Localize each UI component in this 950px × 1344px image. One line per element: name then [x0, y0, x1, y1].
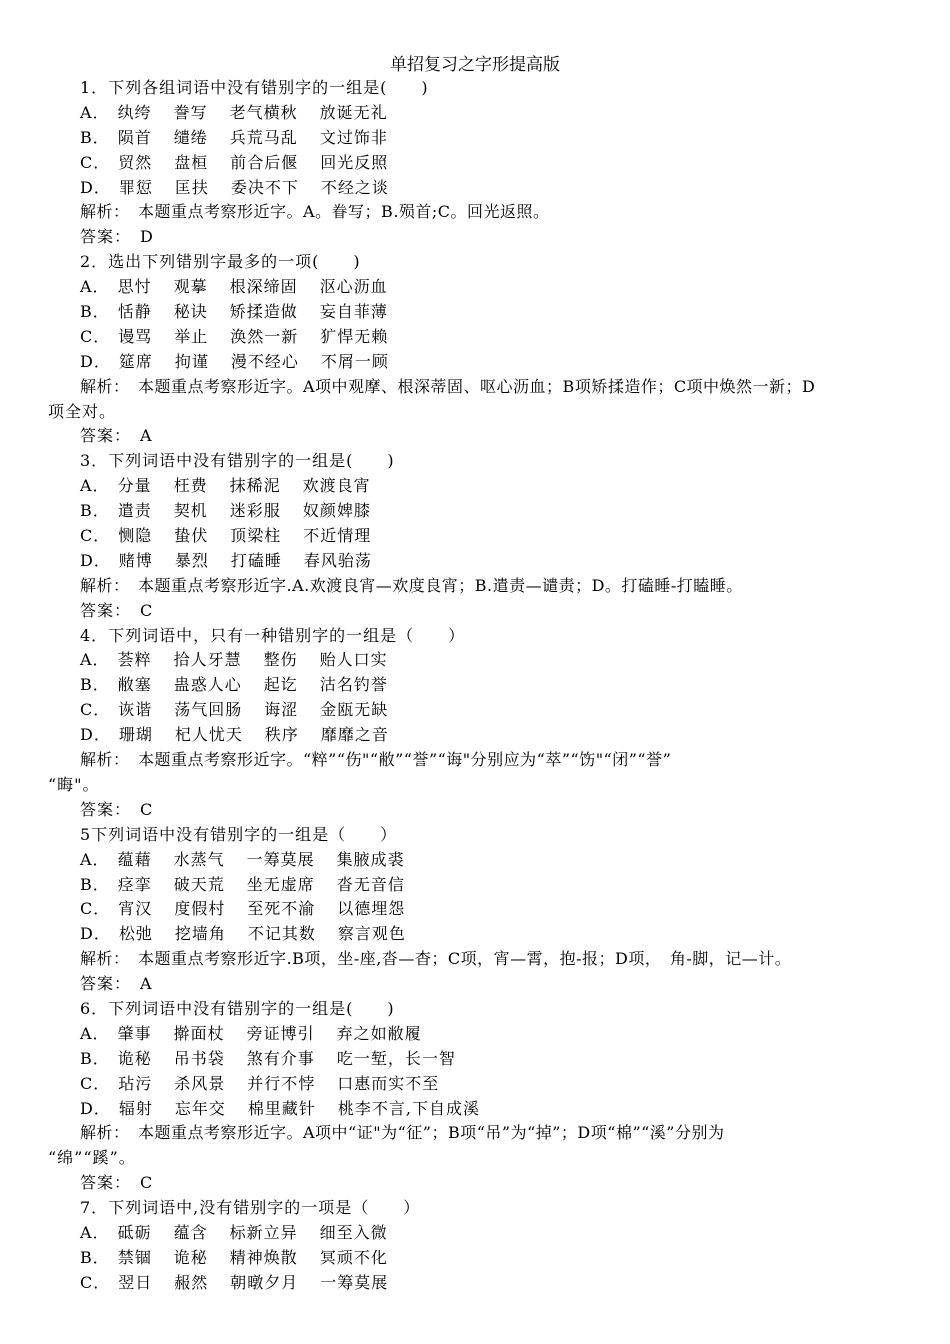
option-term: 赧然	[174, 1272, 209, 1292]
question-stem: 6．下列词语中没有错别字的一组是( )	[80, 998, 395, 1018]
analysis-text: 解析： 本题重点考察形近字。“粹”“伤"“敝”“誉”“诲"分别应为“萃”“饬"“闭”“誉”	[80, 750, 672, 770]
option-row	[0, 673, 950, 698]
option-row	[0, 126, 950, 151]
option-term: 诙谐	[118, 700, 153, 720]
analysis-text: “绵”“蹊”。	[48, 1148, 136, 1168]
option-term: 翌日	[118, 1272, 153, 1292]
option-row	[0, 101, 950, 126]
option-row	[0, 698, 950, 723]
option-row	[0, 524, 950, 549]
option-term: 挖墙角	[174, 924, 226, 944]
option-term: 擀面杖	[173, 1023, 225, 1043]
option-label: A．	[80, 102, 110, 122]
option-row	[0, 873, 950, 898]
option-term: 暴烈	[174, 550, 209, 570]
option-term: 敝塞	[117, 675, 152, 695]
option-term: 不记其数	[247, 924, 316, 944]
option-term: 枉费	[173, 476, 208, 496]
option-term: 顶梁柱	[230, 526, 282, 546]
option-term: 沓无音信	[336, 874, 405, 894]
option-term: 沤心沥血	[319, 277, 388, 297]
option-row	[0, 1271, 950, 1296]
option-label: C．	[80, 700, 111, 720]
option-term: 集腋成裘	[336, 849, 405, 869]
option-term: 罪愆	[118, 177, 153, 197]
option-term: 奴颜婢膝	[302, 501, 371, 521]
option-label: B．	[80, 501, 110, 521]
option-term: 举止	[174, 326, 209, 346]
option-term: 辐射	[118, 1098, 153, 1118]
option-term: 犷悍无赖	[320, 326, 389, 346]
analysis-text: 解析： 本题重点考察形近字。A项中“证"为“征”；B项“吊”为“掉”；D项“棉”“溪”分别为	[80, 1123, 725, 1143]
option-term: 棉里藏针	[247, 1098, 316, 1118]
option-term: 抹稀泥	[229, 476, 281, 496]
answer-text: 答案： A	[80, 974, 153, 994]
question-list	[0, 76, 950, 1296]
option-term: 朝暾夕月	[230, 1272, 299, 1292]
option-term: 契机	[173, 501, 208, 521]
option-term: 老气横秋	[229, 102, 298, 122]
option-label: A．	[80, 1023, 110, 1043]
option-term: 不经之谈	[320, 177, 389, 197]
option-label: A．	[80, 277, 110, 297]
option-term: 贸然	[118, 152, 153, 172]
option-term: 荟粹	[117, 650, 152, 670]
option-term: 桃李不言,下自成溪	[337, 1098, 480, 1118]
option-term: 起讫	[263, 675, 298, 695]
option-row	[0, 549, 950, 574]
answer-text: 答案： C	[80, 799, 154, 819]
option-term: 蛰伏	[174, 526, 209, 546]
document-title: 单招复习之字形提高版	[390, 55, 560, 75]
option-term: 弃之如敝履	[336, 1023, 422, 1043]
option-term: 漫不经心	[230, 351, 299, 371]
option-term: 肇事	[117, 1023, 152, 1043]
option-term: 精神焕散	[229, 1247, 298, 1267]
option-term: 前合后偃	[230, 152, 299, 172]
option-term: 筵席	[118, 351, 153, 371]
question-stem: 4．下列词语中，只有一种错别字的一组是（ ）	[80, 625, 466, 645]
analysis-text: 项全对。	[48, 401, 117, 421]
question-stem: 7．下列词语中,没有错别字的一项是（ ）	[80, 1198, 421, 1218]
option-term: 回光反照	[320, 152, 389, 172]
option-row	[0, 474, 950, 499]
option-term: 坐无虚席	[246, 874, 315, 894]
option-label: D．	[80, 351, 111, 371]
answer-text: 答案： A	[80, 426, 153, 446]
option-term: 不屑一顾	[320, 351, 389, 371]
option-term: 口惠而实不至	[337, 1073, 440, 1093]
option-row	[0, 1097, 950, 1122]
option-term: 吃一堑，长一智	[336, 1048, 456, 1068]
option-row	[0, 848, 950, 873]
option-row	[0, 325, 950, 350]
option-row	[0, 922, 950, 947]
option-term: 遣责	[117, 501, 152, 521]
option-term: 蛊惑人心	[173, 675, 242, 695]
answer-text: 答案： C	[80, 1173, 154, 1193]
option-term: 恻隐	[118, 526, 153, 546]
option-row	[0, 897, 950, 922]
option-term: 诲涩	[264, 700, 299, 720]
option-term: 根深缔固	[229, 277, 298, 297]
option-label: C．	[80, 899, 111, 919]
option-row	[0, 300, 950, 325]
option-term: 一筹莫展	[320, 1272, 389, 1292]
option-term: 盘桓	[174, 152, 209, 172]
option-term: 秩序	[264, 725, 299, 745]
answer-text: 答案： D	[80, 227, 154, 247]
option-term: 思忖	[117, 277, 152, 297]
option-label: C．	[80, 526, 111, 546]
option-label: C．	[80, 1272, 111, 1292]
option-term: 沽名钓誉	[319, 675, 388, 695]
question-stem: 1．下列各组词语中没有错别字的一组是( )	[80, 78, 429, 97]
option-row	[0, 176, 950, 201]
option-row	[0, 723, 950, 748]
option-term: 度假村	[174, 899, 226, 919]
option-row	[0, 1072, 950, 1097]
option-term: 拾人牙慧	[173, 650, 242, 670]
option-row	[0, 275, 950, 300]
option-label: D．	[80, 725, 111, 745]
option-label: C．	[80, 1073, 111, 1093]
option-term: 妄自菲薄	[319, 302, 388, 322]
option-label: B．	[80, 127, 110, 147]
option-term: 春风骀荡	[303, 550, 372, 570]
question-stem: 5下列词语中没有错别字的一组是（ ）	[80, 824, 398, 844]
option-term: 松弛	[118, 924, 153, 944]
option-row	[0, 1047, 950, 1072]
option-label: A．	[80, 476, 110, 496]
option-term: 煞有介事	[246, 1048, 315, 1068]
option-term: 细至入微	[319, 1222, 388, 1242]
analysis-text: 解析： 本题重点考察形近字.B项，坐-座,沓—杳；C项，宵—霄，抱-报；D项， 角-脚，记—计。	[80, 949, 792, 969]
option-term: 文过饰非	[319, 127, 388, 147]
option-term: 拘谨	[174, 351, 209, 371]
option-label: D．	[80, 924, 111, 944]
option-term: 禁锢	[117, 1247, 152, 1267]
option-label: B．	[80, 1247, 110, 1267]
option-term: 贻人口实	[319, 650, 388, 670]
option-term: 玷污	[118, 1073, 153, 1093]
option-term: 一筹莫展	[246, 849, 315, 869]
option-term: 荡气回肠	[174, 700, 243, 720]
option-label: A．	[80, 1222, 110, 1242]
option-term: 忘年交	[174, 1098, 226, 1118]
option-term: 匡扶	[174, 177, 209, 197]
option-row	[0, 648, 950, 673]
option-term: 整伤	[263, 650, 298, 670]
option-term: 打磕睡	[230, 550, 282, 570]
option-term: 蕴含	[173, 1222, 208, 1242]
option-term: 欢渡良宵	[302, 476, 371, 496]
option-term: 杀风景	[174, 1073, 226, 1093]
option-label: B．	[80, 675, 110, 695]
option-term: 谩骂	[118, 326, 153, 346]
option-term: 恬静	[117, 302, 152, 322]
option-term: 杞人忧天	[174, 725, 243, 745]
option-row	[0, 151, 950, 176]
option-label: A．	[80, 650, 110, 670]
option-term: 矫揉造做	[229, 302, 298, 322]
option-row	[0, 1221, 950, 1246]
option-term: 珊瑚	[118, 725, 153, 745]
option-term: 金瓯无缺	[320, 700, 389, 720]
option-label: B．	[80, 874, 110, 894]
answer-text: 答案： C	[80, 600, 154, 620]
option-term: 水蒸气	[173, 849, 225, 869]
analysis-text: 解析： 本题重点考察形近字.A.欢渡良宵—欢度良宵；B.遣责—谴责；D。打磕睡-打瞌睡。	[80, 575, 743, 595]
option-term: 陨首	[117, 127, 152, 147]
option-term: 旁证博引	[246, 1023, 315, 1043]
option-term: 蕴藉	[117, 849, 152, 869]
option-row	[0, 1246, 950, 1271]
option-term: 兵荒马乱	[229, 127, 298, 147]
option-label: D．	[80, 550, 111, 570]
option-label: C．	[80, 326, 111, 346]
option-label: D．	[80, 1098, 111, 1118]
option-term: 至死不渝	[247, 899, 316, 919]
option-term: 委决不下	[230, 177, 299, 197]
option-row	[0, 1022, 950, 1047]
option-row	[0, 499, 950, 524]
option-label: A．	[80, 849, 110, 869]
option-term: 吊书袋	[173, 1048, 225, 1068]
option-label: B．	[80, 1048, 110, 1068]
option-term: 放诞无礼	[319, 102, 388, 122]
question-stem: 2．选出下列错别字最多的一项( )	[80, 252, 361, 272]
option-term: 以德埋怨	[337, 899, 406, 919]
option-term: 纨绔	[117, 102, 152, 122]
option-term: 并行不悖	[247, 1073, 316, 1093]
option-term: 不近情理	[303, 526, 372, 546]
option-term: 察言观色	[337, 924, 406, 944]
option-term: 诡秘	[117, 1048, 152, 1068]
option-term: 诡秘	[173, 1247, 208, 1267]
option-row	[0, 350, 950, 375]
option-term: 砥砺	[117, 1222, 152, 1242]
option-term: 破天荒	[173, 874, 225, 894]
option-term: 靡靡之音	[320, 725, 389, 745]
option-label: C．	[80, 152, 111, 172]
option-term: 秘诀	[173, 302, 208, 322]
option-term: 赌博	[118, 550, 153, 570]
analysis-text: 解析： 本题重点考察形近字。A。眷写；B.殒首;C。回光返照。	[80, 202, 550, 222]
option-label: D．	[80, 177, 111, 197]
option-label: B．	[80, 302, 110, 322]
analysis-text: “晦"。	[48, 774, 100, 794]
question-stem: 3．下列词语中没有错别字的一组是( )	[80, 451, 395, 471]
option-term: 迷彩服	[229, 501, 281, 521]
option-term: 誊写	[173, 102, 208, 122]
option-term: 分量	[117, 476, 152, 496]
option-term: 冥顽不化	[319, 1247, 388, 1267]
option-term: 痉挛	[117, 874, 152, 894]
option-term: 宵汉	[118, 899, 153, 919]
option-term: 观摹	[173, 277, 208, 297]
option-term: 缱绻	[173, 127, 208, 147]
option-term: 标新立异	[229, 1222, 298, 1242]
option-term: 涣然一新	[230, 326, 299, 346]
analysis-text: 解析： 本题重点考察形近字。A项中观摩、根深蒂固、呕心沥血；B项矫揉造作；C项中焕然一新；D	[80, 376, 816, 396]
